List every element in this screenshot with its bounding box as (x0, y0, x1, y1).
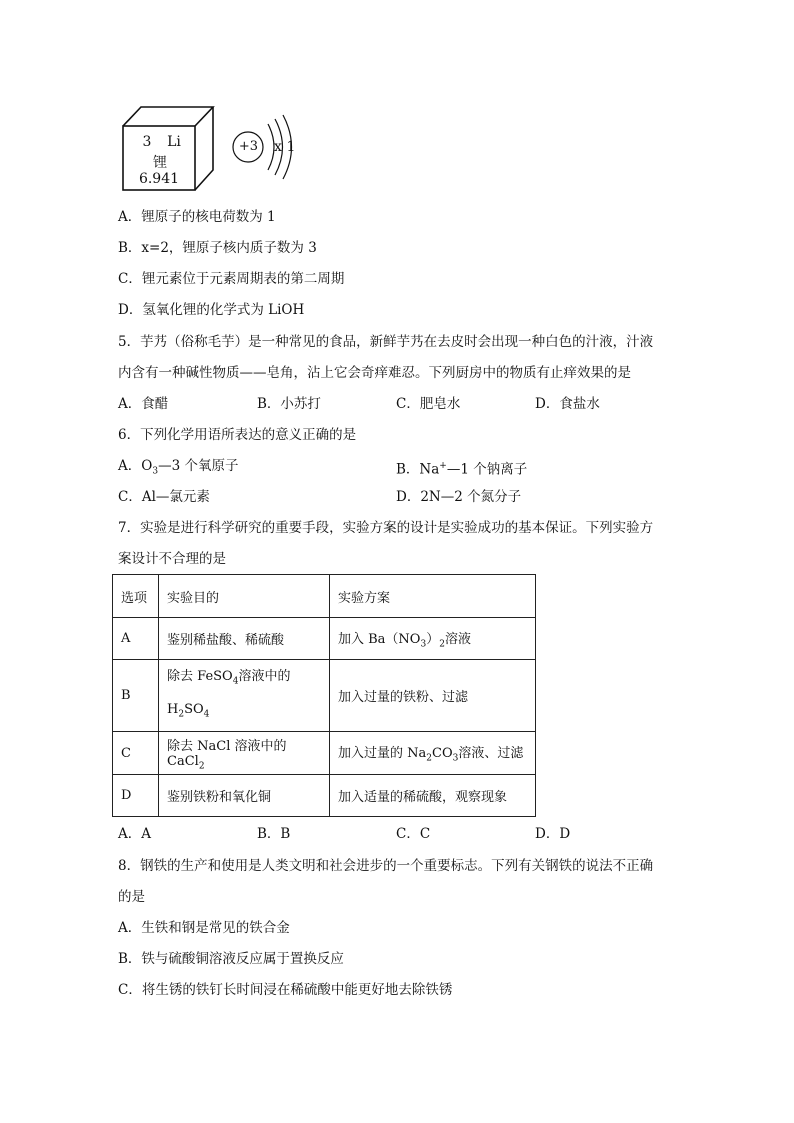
element-symbol: Li (167, 134, 181, 150)
q7-option-d: D．D (535, 826, 571, 842)
header-goal: 实验目的 (159, 575, 330, 618)
element-mass: 6.941 (138, 171, 180, 187)
lithium-figure (118, 102, 318, 192)
q4-option-c: C．锂元素位于元素周期表的第二周期 (118, 271, 345, 287)
experiment-table (112, 574, 536, 817)
q6-stem: 6．下列化学用语所表达的意义正确的是 (118, 427, 357, 443)
q7-option-b: B．B (257, 826, 291, 842)
q4-option-a: A．锂原子的核电荷数为 1 (118, 209, 276, 225)
q5-option-b: B．小苏打 (257, 396, 321, 412)
row-b-option: B (113, 660, 159, 732)
element-name: 锂 (153, 155, 167, 171)
q6-option-b: B．Na+—1 个钠离子 (396, 461, 528, 478)
element-number: 3 (142, 134, 152, 150)
q4-option-b: B．x=2，锂原子核内质子数为 3 (118, 240, 317, 256)
table-header-row (113, 575, 536, 618)
q4-option-d: D．氢氧化锂的化学式为 LiOH (118, 302, 305, 318)
q8-stem-line2: 的是 (118, 889, 145, 905)
row-d-goal: 鉴别铁粉和氧化铜 (159, 775, 330, 817)
row-c-goal: 除去 NaCl 溶液中的 CaCl$_2$ (159, 732, 330, 775)
q5-stem-line2: 内含有一种碱性物质——皂角，沾上它会奇痒难忍。下列厨房中的物质有止痒效果的是 (118, 365, 631, 381)
table-row (113, 732, 536, 775)
q8-stem-line1: 8．钢铁的生产和使用是人类文明和社会进步的一个重要标志。下列有关钢铁的说法不正确 (118, 858, 654, 874)
q6-option-a: A．$O_3—3$ 个氧原子 (118, 458, 239, 477)
row-c-plan: 加入过量的 $Na_2CO_3$溶液、过滤 (330, 732, 536, 775)
header-option: 选项 (113, 575, 159, 618)
q6-option-d: D．2N—2 个氮分子 (396, 489, 522, 505)
table-row (113, 775, 536, 817)
table-row (113, 618, 536, 660)
q5-option-c: C．肥皂水 (396, 396, 461, 412)
q7-option-c: C．C (396, 826, 431, 842)
q7-stem-line2: 案设计不合理的是 (118, 551, 226, 567)
table-row (113, 660, 536, 732)
row-b-goal: 除去 FeSO$_4$溶液中的 $H_2SO_4$ (159, 660, 330, 732)
header-plan: 实验方案 (330, 575, 536, 618)
q8-option-a: A．生铁和钢是常见的铁合金 (118, 920, 290, 936)
row-c-option: C (113, 732, 159, 775)
q7-option-a: A．A (118, 826, 151, 842)
row-b-plan: 加入过量的铁粉、过滤 (330, 660, 536, 732)
q6-option-c: C．Al—氯元素 (118, 489, 210, 505)
q5-option-d: D．食盐水 (535, 396, 600, 412)
row-a-goal: 鉴别稀盐酸、稀硫酸 (159, 618, 330, 660)
row-d-plan: 加入适量的稀硫酸，观察现象 (330, 775, 536, 817)
shell-electrons-1: 1 (286, 139, 296, 155)
q8-option-c: C．将生锈的铁钉长时间浸在稀硫酸中能更好地去除铁锈 (118, 982, 453, 998)
shell-electrons-x: x (274, 139, 282, 155)
row-d-option: D (113, 775, 159, 817)
q5-stem-line1: 5．芋艿（俗称毛芋）是一种常见的食品，新鲜芋艿在去皮时会出现一种白色的汁液，汁液 (118, 334, 654, 350)
row-a-option: A (113, 618, 159, 660)
q8-option-b: B．铁与硫酸铜溶液反应属于置换反应 (118, 951, 344, 967)
nucleus-charge: +3 (238, 139, 259, 154)
q7-stem-line1: 7．实验是进行科学研究的重要手段，实验方案的设计是实验成功的基本保证。下列实验方 (118, 520, 654, 536)
q5-option-a: A．食醋 (118, 396, 169, 412)
row-a-plan: 加入 $Ba(NO_3)_2$溶液 (330, 618, 536, 660)
